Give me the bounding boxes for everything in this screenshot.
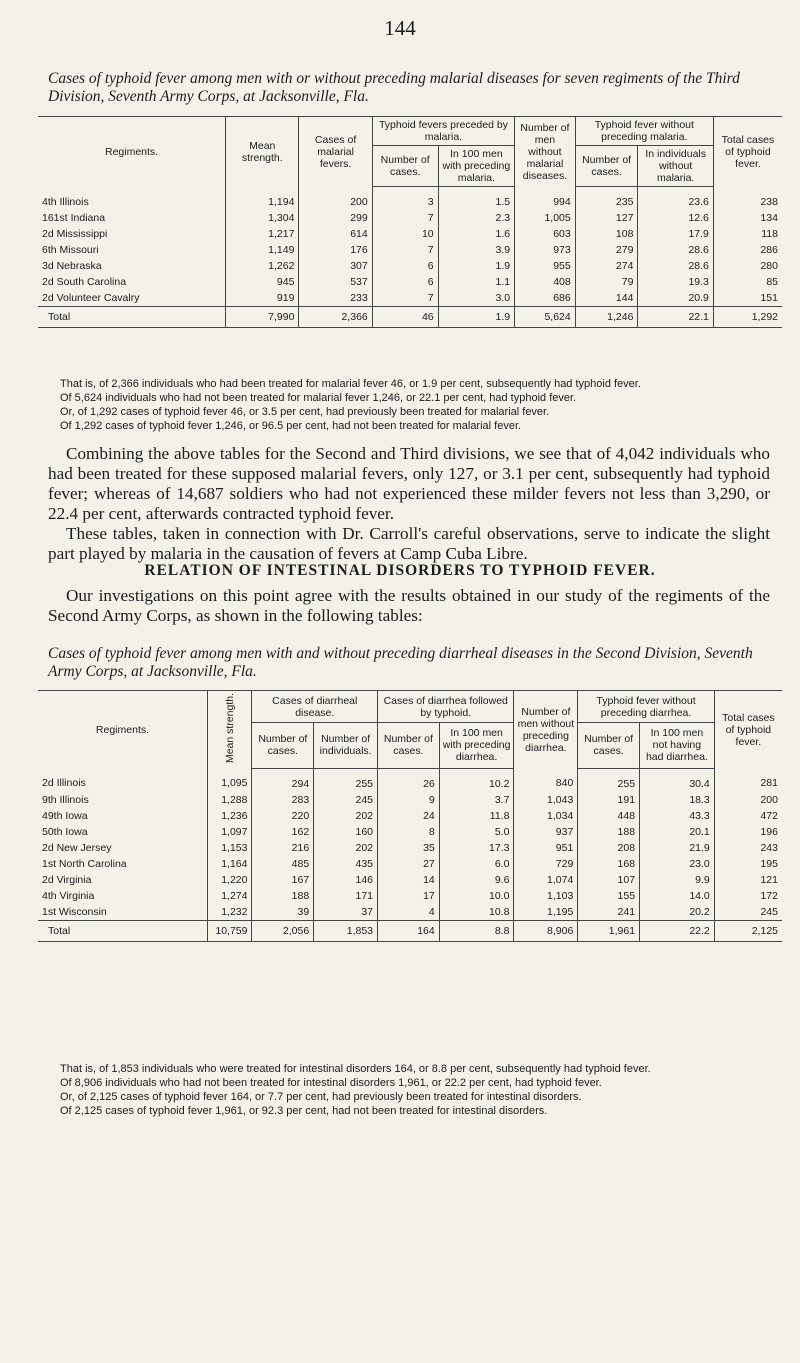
table-cell: 121 xyxy=(714,872,782,888)
malaria-typhoid-table xyxy=(38,116,782,328)
table-cell: 9.6 xyxy=(439,872,514,888)
table-cell: 537 xyxy=(299,274,372,290)
table-cell: 280 xyxy=(713,258,782,274)
total-cell: 8.8 xyxy=(439,920,514,941)
table-cell: 39 xyxy=(252,904,314,921)
total-cell: 2,366 xyxy=(299,307,372,328)
table-cell: 7 xyxy=(372,210,438,226)
table-cell: 283 xyxy=(252,792,314,808)
header-in-100: In 100 men with preceding malaria. xyxy=(438,146,515,187)
table-row xyxy=(38,808,782,824)
table-cell: 28.6 xyxy=(638,258,713,274)
regiment-name: 4th Illinois xyxy=(42,195,89,208)
table-cell: 1,220 xyxy=(207,872,252,888)
table-cell: 472 xyxy=(714,808,782,824)
table-cell: 408 xyxy=(515,274,576,290)
table-cell: 108 xyxy=(575,226,638,242)
table-cell: 17.9 xyxy=(638,226,713,242)
table-cell: 485 xyxy=(252,856,314,872)
table-row xyxy=(38,872,782,888)
table2-note: Or, of 2,125 cases of typhoid fever 164, or 7.7 per cent, had previously been treated for intestinal disorders. xyxy=(60,1091,582,1103)
table-cell: 245 xyxy=(714,904,782,921)
table-cell: 188 xyxy=(578,824,640,840)
table-row xyxy=(38,187,782,211)
table-cell: 195 xyxy=(714,856,782,872)
table1-caption: Cases of typhoid fever among men with or without preceding malarial diseases for seven regiments of the Third Division, Seventh Army Corps, at Jacksonville, Fla. xyxy=(48,70,740,105)
table-cell: 24 xyxy=(378,808,440,824)
header-group-without: Typhoid fever without preceding malaria. xyxy=(575,117,713,146)
table-cell: 729 xyxy=(514,856,578,872)
table-cell: 281 xyxy=(714,768,782,792)
table-cell: 1,164 xyxy=(207,856,252,872)
table-cell: 4 xyxy=(378,904,440,921)
table2-caption: Cases of typhoid fever among men with and without preceding diarrheal diseases in the Second Division, Seventh Army Corps, at Jacksonville, Fla. xyxy=(48,645,753,680)
header-individuals-without: In individuals without malaria. xyxy=(638,146,713,187)
table-row xyxy=(38,258,782,274)
table-cell: 955 xyxy=(515,258,576,274)
table-cell: 1,103 xyxy=(514,888,578,904)
header-mean-strength: Mean strength. xyxy=(226,117,299,187)
table-cell: 614 xyxy=(299,226,372,242)
total-cell: 46 xyxy=(372,307,438,328)
header-in-100-preceding: In 100 men with preceding diarrhea. xyxy=(439,723,514,768)
table-cell: 1,195 xyxy=(514,904,578,921)
table-cell: 171 xyxy=(314,888,378,904)
table-cell: 3.9 xyxy=(438,242,515,258)
table-cell: 10.0 xyxy=(439,888,514,904)
table1-notes xyxy=(48,378,778,434)
table-cell: 9 xyxy=(378,792,440,808)
total-cell: 1.9 xyxy=(438,307,515,328)
table-cell: 155 xyxy=(578,888,640,904)
regiment-name: 1st Wisconsin xyxy=(42,905,107,918)
table-cell: 1.1 xyxy=(438,274,515,290)
table-row xyxy=(38,290,782,307)
header-number-cases-2: Number of cases. xyxy=(575,146,638,187)
table-cell: 10.2 xyxy=(439,768,514,792)
table-cell: 1,232 xyxy=(207,904,252,921)
table-cell: 43.3 xyxy=(640,808,715,824)
table-cell: 603 xyxy=(515,226,576,242)
regiment-name: 2d Volunteer Cavalry xyxy=(42,292,140,304)
table-cell: 243 xyxy=(714,840,782,856)
table2-note: Of 8,906 individuals who had not been treated for intestinal disorders 1,961, or 22.2 per cent, had typhoid fever. xyxy=(60,1077,602,1089)
total-cell: 2,125 xyxy=(714,920,782,941)
table-cell: 279 xyxy=(575,242,638,258)
table-cell: 85 xyxy=(713,274,782,290)
total-label: Total xyxy=(38,920,207,941)
table-cell: 1,217 xyxy=(226,226,299,242)
header-number-cases-2: Number of cases. xyxy=(378,723,440,768)
table-cell: 1.9 xyxy=(438,258,515,274)
table-cell: 196 xyxy=(714,824,782,840)
header-number-cases: Number of cases. xyxy=(372,146,438,187)
table-cell: 235 xyxy=(575,187,638,211)
table-cell: 435 xyxy=(314,856,378,872)
total-row xyxy=(38,307,782,328)
table-cell: 26 xyxy=(378,768,440,792)
regiment-name: 2d Illinois xyxy=(42,777,86,790)
table-cell: 200 xyxy=(714,792,782,808)
table-cell: 167 xyxy=(252,872,314,888)
header-total-cases: Total cases of typhoid fever. xyxy=(713,117,782,187)
table-cell: 7 xyxy=(372,290,438,307)
table-cell: 14.0 xyxy=(640,888,715,904)
table2-notes xyxy=(48,1063,778,1119)
table-cell: 241 xyxy=(578,904,640,921)
table-cell: 23.0 xyxy=(640,856,715,872)
body-paragraphs xyxy=(48,444,770,564)
header-group-followed: Cases of diarrhea followed by typhoid. xyxy=(378,691,514,723)
table-cell: 20.9 xyxy=(638,290,713,307)
table-cell: 840 xyxy=(514,768,578,792)
table-cell: 220 xyxy=(252,808,314,824)
table-cell: 686 xyxy=(515,290,576,307)
total-cell: 7,990 xyxy=(226,307,299,328)
table-cell: 1,236 xyxy=(207,808,252,824)
table-cell: 3.0 xyxy=(438,290,515,307)
table2-body xyxy=(38,768,782,941)
table-cell: 1,149 xyxy=(226,242,299,258)
regiment-name: 1st North Carolina xyxy=(42,857,127,870)
table-cell: 191 xyxy=(578,792,640,808)
table-cell: 7 xyxy=(372,242,438,258)
table-cell: 172 xyxy=(714,888,782,904)
table-cell: 160 xyxy=(314,824,378,840)
table-cell: 1.5 xyxy=(438,187,515,211)
total-cell: 164 xyxy=(378,920,440,941)
header-number-cases-3: Number of cases. xyxy=(578,723,640,768)
table-row xyxy=(38,856,782,872)
diarrhea-typhoid-table xyxy=(38,690,782,942)
table-cell: 200 xyxy=(299,187,372,211)
regiment-name: 2d Virginia xyxy=(42,873,92,886)
table-cell: 299 xyxy=(299,210,372,226)
total-cell: 1,246 xyxy=(575,307,638,328)
table-cell: 3 xyxy=(372,187,438,211)
table-cell: 9.9 xyxy=(640,872,715,888)
table-row xyxy=(38,210,782,226)
table-cell: 1,194 xyxy=(226,187,299,211)
table-cell: 994 xyxy=(515,187,576,211)
table-cell: 27 xyxy=(378,856,440,872)
table-cell: 12.6 xyxy=(638,210,713,226)
table-cell: 162 xyxy=(252,824,314,840)
table-cell: 18.3 xyxy=(640,792,715,808)
table2-note: That is, of 1,853 individuals who were treated for intestinal disorders 164, or 8.8 per cent, subsequently had typhoid fever. xyxy=(60,1063,651,1075)
table-cell: 14 xyxy=(378,872,440,888)
total-cell: 22.2 xyxy=(640,920,715,941)
header-mean-strength-text: Mean strength. xyxy=(223,693,236,764)
table-cell: 37 xyxy=(314,904,378,921)
table-row xyxy=(38,242,782,258)
header-men-without: Number of men without malarial diseases. xyxy=(515,117,576,187)
table-cell: 17 xyxy=(378,888,440,904)
table-cell: 10.8 xyxy=(439,904,514,921)
table-cell: 951 xyxy=(514,840,578,856)
header-in-100-not-having: In 100 men not having had diarrhea. xyxy=(640,723,715,768)
table-cell: 144 xyxy=(575,290,638,307)
table-cell: 21.9 xyxy=(640,840,715,856)
table-cell: 151 xyxy=(713,290,782,307)
table2-note: Of 2,125 cases of typhoid fever 1,961, or 92.3 per cent, had not been treated for intestinal disorders. xyxy=(60,1105,548,1117)
total-cell: 10,759 xyxy=(207,920,252,941)
table-row xyxy=(38,904,782,921)
regiment-name: 49th Iowa xyxy=(42,809,88,822)
table-cell: 937 xyxy=(514,824,578,840)
total-cell: 1,292 xyxy=(713,307,782,328)
table-cell: 5.0 xyxy=(439,824,514,840)
table-row xyxy=(38,824,782,840)
table-cell: 6 xyxy=(372,258,438,274)
table-cell: 10 xyxy=(372,226,438,242)
table-cell: 255 xyxy=(578,768,640,792)
table-cell: 286 xyxy=(713,242,782,258)
table-cell: 146 xyxy=(314,872,378,888)
header-mean-strength xyxy=(207,691,252,769)
table-cell: 1,288 xyxy=(207,792,252,808)
header-regiments: Regiments. xyxy=(38,691,207,769)
total-cell: 5,624 xyxy=(515,307,576,328)
regiment-name: 2d South Carolina xyxy=(42,276,127,288)
table-cell: 216 xyxy=(252,840,314,856)
table-cell: 1,304 xyxy=(226,210,299,226)
table-cell: 176 xyxy=(299,242,372,258)
table-cell: 19.3 xyxy=(638,274,713,290)
table-cell: 202 xyxy=(314,840,378,856)
table-cell: 973 xyxy=(515,242,576,258)
table1-body xyxy=(38,187,782,328)
table-cell: 1,005 xyxy=(515,210,576,226)
paragraph-investigations-text: Our investigations on this point agree with the results obtained in our study of the regiments of the Second Army Corps, as shown in the following tables: xyxy=(48,586,770,625)
table-cell: 79 xyxy=(575,274,638,290)
table-cell: 1,074 xyxy=(514,872,578,888)
total-cell: 22.1 xyxy=(638,307,713,328)
table1-note: That is, of 2,366 individuals who had been treated for malarial fever 46, or 1.9 per cent, subsequently had typhoid fever. xyxy=(60,378,641,390)
total-cell: 1,961 xyxy=(578,920,640,941)
table-cell: 919 xyxy=(226,290,299,307)
total-row xyxy=(38,920,782,941)
table-cell: 168 xyxy=(578,856,640,872)
regiment-name: 50th Iowa xyxy=(42,825,88,838)
regiment-name: 6th Missouri xyxy=(42,244,99,256)
regiment-name: 161st Indiana xyxy=(42,212,106,224)
header-group-preceded: Typhoid fevers preceded by malaria. xyxy=(372,117,514,146)
table-row xyxy=(38,768,782,792)
table-row xyxy=(38,274,782,290)
header-men-without: Number of men without preceding diarrhea. xyxy=(514,691,578,769)
table-cell: 1,097 xyxy=(207,824,252,840)
table-cell: 8 xyxy=(378,824,440,840)
regiment-name: 3d Nebraska xyxy=(42,260,102,272)
regiment-name: 2d Mississippi xyxy=(42,228,108,240)
table-cell: 23.6 xyxy=(638,187,713,211)
table-cell: 1,095 xyxy=(207,768,252,792)
header-total-cases: Total cases of typhoid fever. xyxy=(714,691,782,769)
table-cell: 17.3 xyxy=(439,840,514,856)
table-cell: 1,034 xyxy=(514,808,578,824)
regiment-name: 2d New Jersey xyxy=(42,841,112,854)
table-cell: 118 xyxy=(713,226,782,242)
table-cell: 233 xyxy=(299,290,372,307)
table-row xyxy=(38,888,782,904)
table-cell: 20.2 xyxy=(640,904,715,921)
table-cell: 35 xyxy=(378,840,440,856)
paragraph-carroll: These tables, taken in connection with Dr. Carroll's careful observations, serve to indicate the slight part played by malaria in the causation of fevers at Camp Cuba Libre. xyxy=(48,524,770,563)
table-cell: 274 xyxy=(575,258,638,274)
table1-note: Of 5,624 individuals who had not been treated for malarial fever 1,246, or 22.1 per cent, had typhoid fever. xyxy=(60,392,577,404)
table-cell: 134 xyxy=(713,210,782,226)
regiment-name: 4th Virginia xyxy=(42,889,95,902)
header-number-individuals: Number of individuals. xyxy=(314,723,378,768)
table-cell: 945 xyxy=(226,274,299,290)
table-cell: 188 xyxy=(252,888,314,904)
total-cell: 1,853 xyxy=(314,920,378,941)
table-cell: 202 xyxy=(314,808,378,824)
table-cell: 30.4 xyxy=(640,768,715,792)
table-cell: 255 xyxy=(314,768,378,792)
table-cell: 2.3 xyxy=(438,210,515,226)
table-row xyxy=(38,226,782,242)
table-cell: 11.8 xyxy=(439,808,514,824)
table-cell: 1,262 xyxy=(226,258,299,274)
total-label: Total xyxy=(38,307,226,328)
table-cell: 107 xyxy=(578,872,640,888)
table-cell: 28.6 xyxy=(638,242,713,258)
table-cell: 1,043 xyxy=(514,792,578,808)
table-cell: 127 xyxy=(575,210,638,226)
total-cell: 8,906 xyxy=(514,920,578,941)
table-cell: 245 xyxy=(314,792,378,808)
header-group-without: Typhoid fever without preceding diarrhea. xyxy=(578,691,714,723)
table-cell: 1.6 xyxy=(438,226,515,242)
table-cell: 1,153 xyxy=(207,840,252,856)
regiment-name: 9th Illinois xyxy=(42,793,89,806)
header-number-cases: Number of cases. xyxy=(252,723,314,768)
header-group-diarrheal: Cases of diarrheal disease. xyxy=(252,691,378,723)
table-row xyxy=(38,792,782,808)
table-cell: 238 xyxy=(713,187,782,211)
table-cell: 3.7 xyxy=(439,792,514,808)
table-cell: 208 xyxy=(578,840,640,856)
table-cell: 294 xyxy=(252,768,314,792)
table-cell: 20.1 xyxy=(640,824,715,840)
paragraph-combining: Combining the above tables for the Second and Third divisions, we see that of 4,042 individuals who had been treated for these supposed malarial fevers, only 127, or 3.1 per cent, subsequently had typhoid fever; whereas of 14,687 soldiers who had not experienced these milder fevers not less than 3,290, or 22.4 per cent, afterwards contracted typhoid fever. xyxy=(48,444,770,523)
table-cell: 6 xyxy=(372,274,438,290)
table1-note: Or, of 1,292 cases of typhoid fever 46, or 3.5 per cent, had previously been treated for malarial fever. xyxy=(60,406,550,418)
header-cases-malarial: Cases of malarial fevers. xyxy=(299,117,372,187)
table-cell: 6.0 xyxy=(439,856,514,872)
table-cell: 448 xyxy=(578,808,640,824)
header-regiments: Regiments. xyxy=(38,117,226,187)
table-cell: 307 xyxy=(299,258,372,274)
paragraph-investigations xyxy=(48,586,770,626)
page-number: 144 xyxy=(384,16,416,40)
total-cell: 2,056 xyxy=(252,920,314,941)
table-row xyxy=(38,840,782,856)
section-heading: RELATION OF INTESTINAL DISORDERS TO TYPHOID FEVER. xyxy=(144,562,656,579)
table1-note: Of 1,292 cases of typhoid fever 1,246, or 96.5 per cent, had not been treated for malarial fever. xyxy=(60,420,522,432)
table-cell: 1,274 xyxy=(207,888,252,904)
